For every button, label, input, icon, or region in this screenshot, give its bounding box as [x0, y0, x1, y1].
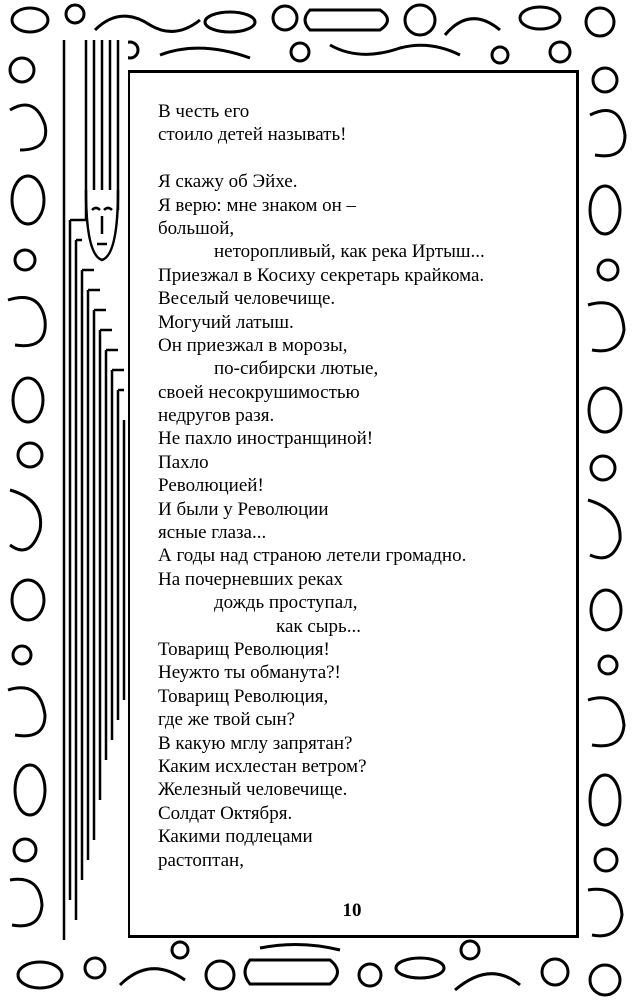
poem-line: ясные глаза... — [158, 522, 267, 544]
page-number: 10 — [342, 900, 362, 921]
poem-line: Веселый человечище. — [158, 288, 336, 310]
poem-line: Солдат Октября. — [158, 802, 293, 824]
poem-line: дождь проступал, — [214, 592, 358, 614]
poem-line: большой, — [158, 217, 235, 239]
poem-line: своей несокрушимостью — [158, 381, 360, 403]
poem-line: Революцией! — [158, 475, 264, 497]
poem-line: Приезжал в Косиху секретарь крайкома. — [158, 264, 485, 286]
poem-line: А годы над страною летели громадно. — [158, 545, 467, 567]
poem-line: Какими подлецами — [158, 826, 313, 848]
poem-line: Неужто ты обманута?! — [158, 662, 341, 684]
poem-line: растоптан, — [158, 849, 244, 871]
stanza-break — [158, 147, 578, 170]
poem-line: Я скажу об Эйхе. — [158, 171, 298, 193]
poem-line: Товарищ Революция! — [158, 638, 330, 660]
poem-line: как сырь... — [276, 615, 361, 637]
poem-line: Могучий латыш. — [158, 311, 294, 333]
poem-line: Он приезжал в морозы, — [158, 334, 348, 356]
poem-line: недругов разя. — [158, 405, 275, 427]
stylized-figure-illustration — [62, 40, 128, 940]
poem-line: стоило детей называть! — [158, 124, 347, 146]
poem-line: В честь его — [158, 101, 250, 122]
poem-line: Каким исхлестан ветром? — [158, 755, 367, 777]
poem-line: И были у Революции — [158, 498, 329, 520]
poem-line: Я верю: мне знаком он – — [158, 194, 357, 216]
poem-line: В какую мглу запрятан? — [158, 732, 353, 754]
poem-line: Товарищ Революция, — [158, 685, 329, 707]
poem-text — [158, 100, 578, 872]
poem-line: Не пахло иностранщиной! — [158, 428, 374, 450]
poem-line: где же твой сын? — [158, 709, 296, 731]
poem-line: Пахло — [158, 451, 209, 473]
poem-line: Железный человечище. — [158, 779, 348, 801]
poem-line: На почерневших реках — [158, 568, 343, 590]
poem-line: неторопливый, как река Иртыш... — [214, 241, 485, 263]
poem-line: по-сибирски лютые, — [214, 358, 379, 380]
